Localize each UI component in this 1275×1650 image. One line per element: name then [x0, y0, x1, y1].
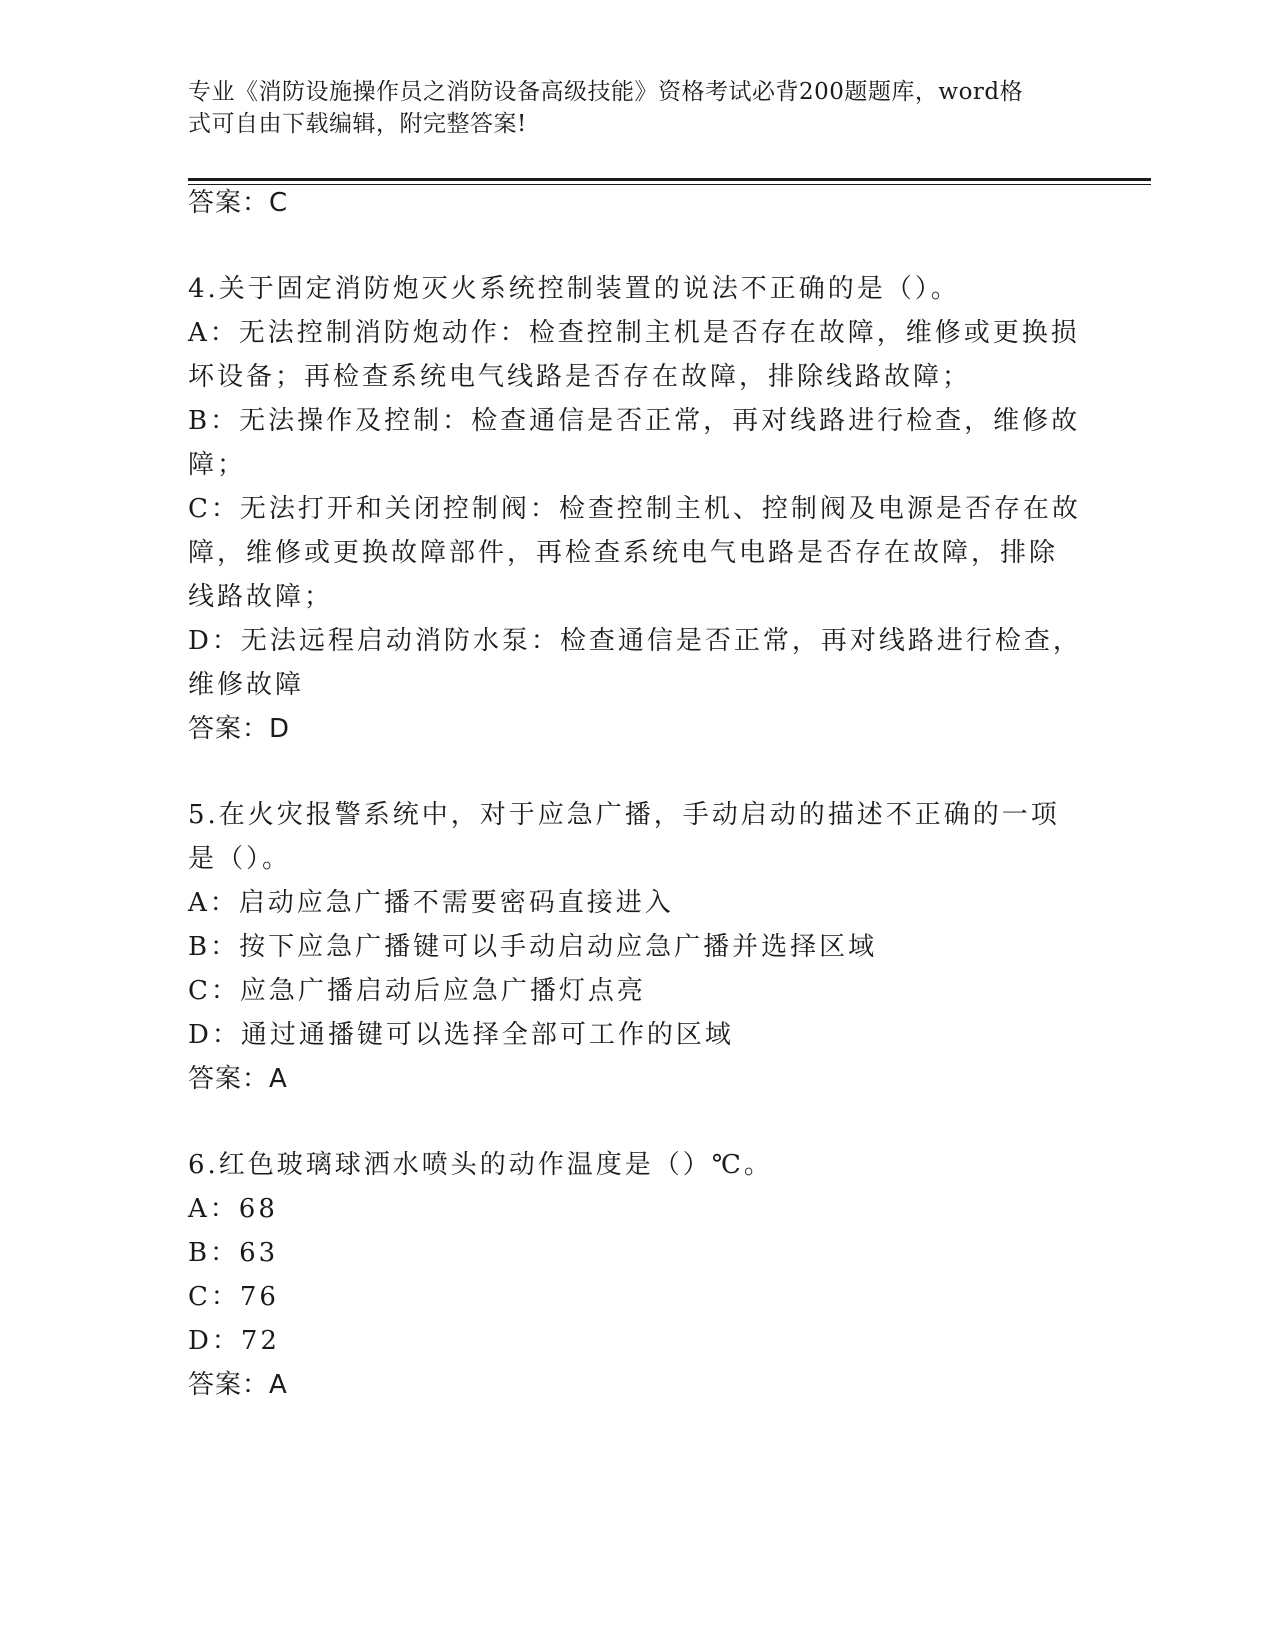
option-line: C：76: [188, 1282, 279, 1312]
option-line: A：68: [188, 1194, 278, 1224]
header-line-2: 式可自由下载编辑，附完整答案!: [188, 111, 527, 137]
header-divider-thin: [188, 184, 1151, 185]
option-line: 坏设备；再检查系统电气线路是否存在故障，排除线路故障；: [188, 362, 972, 392]
answer-line: 答案：C: [188, 188, 289, 218]
option-line: A：无法控制消防炮动作：检查控制主机是否存在故障，维修或更换损: [188, 318, 1080, 348]
answer-line: 答案：A: [188, 1370, 288, 1400]
option-line: 障，维修或更换故障部件，再检查系统电气电路是否存在故障，排除: [188, 538, 1059, 568]
document-header: [188, 76, 1068, 140]
question-stem: 6.红色玻璃球洒水喷头的动作温度是（）℃。: [188, 1150, 773, 1180]
question-stem: 是（）。: [188, 844, 292, 874]
option-line: 维修故障: [188, 670, 305, 700]
answer-line: 答案：A: [188, 1064, 288, 1094]
answer-line: 答案：D: [188, 714, 291, 744]
question-stem: 4.关于固定消防炮灭火系统控制装置的说法不正确的是（）。: [188, 274, 960, 304]
question-stem: 5.在火灾报警系统中，对于应急广播，手动启动的描述不正确的一项: [188, 800, 1060, 830]
option-line: 线路故障；: [188, 582, 334, 612]
option-line: C：应急广播启动后应急广播灯点亮: [188, 976, 646, 1006]
option-line: 障；: [188, 450, 247, 480]
header-line-1: 专业《消防设施操作员之消防设备高级技能》资格考试必背200题题库，word格: [188, 79, 1024, 105]
option-line: D：无法远程启动消防水泵：检查通信是否正常，再对线路进行检查，: [188, 626, 1082, 656]
option-line: B：63: [188, 1238, 279, 1268]
option-line: B：无法操作及控制：检查通信是否正常，再对线路进行检查，维修故: [188, 406, 1081, 436]
option-line: D：72: [188, 1326, 280, 1356]
option-line: B：按下应急广播键可以手动启动应急广播并选择区域: [188, 932, 878, 962]
header-divider-thick: [188, 178, 1151, 181]
option-line: C：无法打开和关闭控制阀：检查控制主机、控制阀及电源是否存在故: [188, 494, 1081, 524]
option-line: D：通过通播键可以选择全部可工作的区域: [188, 1020, 734, 1050]
option-line: A：启动应急广播不需要密码直接进入: [188, 888, 674, 918]
